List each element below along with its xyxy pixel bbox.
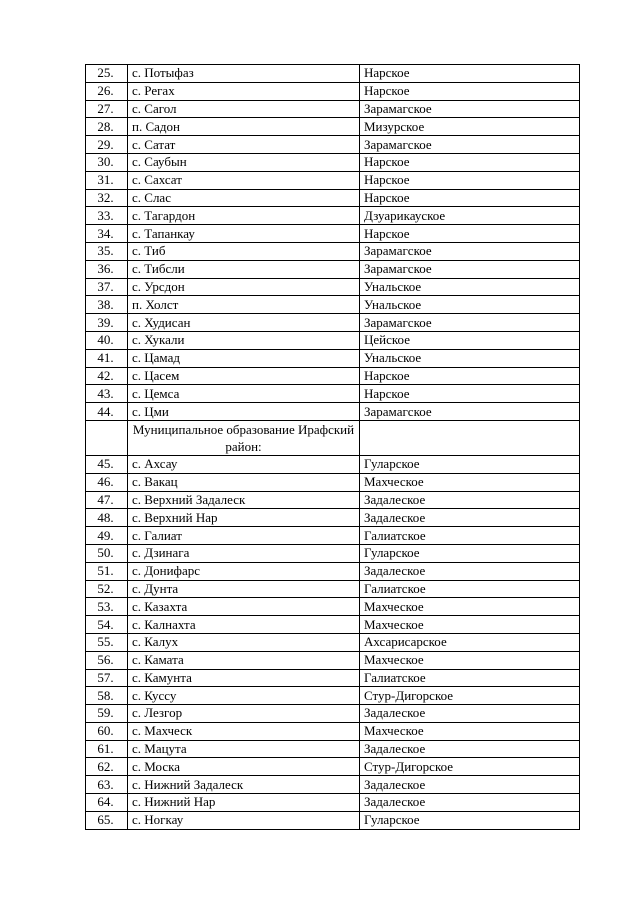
row-number: 36. xyxy=(86,260,128,278)
locality-name: с. Мацута xyxy=(128,740,360,758)
row-number: 44. xyxy=(86,403,128,421)
locality-name: с. Ахсау xyxy=(128,455,360,473)
row-number: 63. xyxy=(86,776,128,794)
settlement-name: Нарское xyxy=(360,153,580,171)
settlement-name: Задалеское xyxy=(360,491,580,509)
row-number: 53. xyxy=(86,598,128,616)
table-row xyxy=(86,331,580,349)
locality-name: с. Цемса xyxy=(128,385,360,403)
table-row xyxy=(86,722,580,740)
settlement-name: Унальское xyxy=(360,349,580,367)
settlement-name: Зарамагское xyxy=(360,242,580,260)
locality-name: с. Камата xyxy=(128,651,360,669)
table-row xyxy=(86,580,580,598)
row-number: 47. xyxy=(86,491,128,509)
settlement-name: Задалеское xyxy=(360,776,580,794)
settlement-name: Нарское xyxy=(360,82,580,100)
settlement-name: Галиатское xyxy=(360,527,580,545)
locality-name: с. Потыфаз xyxy=(128,65,360,83)
table-row xyxy=(86,296,580,314)
table-row xyxy=(86,349,580,367)
table-row xyxy=(86,633,580,651)
locality-name: с. Слас xyxy=(128,189,360,207)
row-number: 41. xyxy=(86,349,128,367)
row-number: 49. xyxy=(86,527,128,545)
row-number: 55. xyxy=(86,633,128,651)
table-row xyxy=(86,527,580,545)
locality-name: с. Тибсли xyxy=(128,260,360,278)
row-number: 59. xyxy=(86,705,128,723)
table-row xyxy=(86,207,580,225)
row-number: 38. xyxy=(86,296,128,314)
section-header-settlement-cell xyxy=(360,420,580,455)
settlement-name: Нарское xyxy=(360,225,580,243)
table-row xyxy=(86,687,580,705)
locality-name: с. Махческ xyxy=(128,722,360,740)
settlement-name: Нарское xyxy=(360,385,580,403)
row-number: 34. xyxy=(86,225,128,243)
locality-name: с. Донифарс xyxy=(128,562,360,580)
table-row xyxy=(86,544,580,562)
table-row xyxy=(86,136,580,154)
table-row xyxy=(86,314,580,332)
table-body-top xyxy=(86,65,580,421)
locality-name: с. Сатат xyxy=(128,136,360,154)
table-row xyxy=(86,100,580,118)
row-number: 28. xyxy=(86,118,128,136)
row-number: 25. xyxy=(86,65,128,83)
locality-name: с. Цамад xyxy=(128,349,360,367)
locality-name: с. Вакац xyxy=(128,473,360,491)
settlement-name: Нарское xyxy=(360,367,580,385)
row-number: 30. xyxy=(86,153,128,171)
settlement-name: Ахсарисарское xyxy=(360,633,580,651)
row-number: 62. xyxy=(86,758,128,776)
table-row xyxy=(86,491,580,509)
settlement-name: Нарское xyxy=(360,65,580,83)
settlement-name: Зарамагское xyxy=(360,403,580,421)
row-number: 43. xyxy=(86,385,128,403)
table-row xyxy=(86,509,580,527)
settlement-name: Махческое xyxy=(360,473,580,491)
row-number: 42. xyxy=(86,367,128,385)
row-number: 31. xyxy=(86,171,128,189)
locality-name: с. Моска xyxy=(128,758,360,776)
settlement-name: Стур-Дигорское xyxy=(360,687,580,705)
settlements-table xyxy=(85,64,580,830)
table-row xyxy=(86,260,580,278)
table-row xyxy=(86,189,580,207)
locality-name: с. Сагол xyxy=(128,100,360,118)
row-number: 32. xyxy=(86,189,128,207)
row-number: 52. xyxy=(86,580,128,598)
locality-name: с. Худисан xyxy=(128,314,360,332)
locality-name: с. Тапанкау xyxy=(128,225,360,243)
row-number: 64. xyxy=(86,794,128,812)
section-heading: Муниципальное образование Ирафский район: xyxy=(128,420,360,455)
table-row xyxy=(86,242,580,260)
locality-name: с. Дзинага xyxy=(128,544,360,562)
settlement-name: Гуларское xyxy=(360,544,580,562)
row-number: 33. xyxy=(86,207,128,225)
locality-name: с. Урсдон xyxy=(128,278,360,296)
section-header-num-cell xyxy=(86,420,128,455)
settlement-name: Цейское xyxy=(360,331,580,349)
table-row xyxy=(86,758,580,776)
settlement-name: Галиатское xyxy=(360,580,580,598)
locality-name: с. Хукали xyxy=(128,331,360,349)
settlement-name: Задалеское xyxy=(360,740,580,758)
table-row xyxy=(86,598,580,616)
locality-name: с. Саубын xyxy=(128,153,360,171)
table-row xyxy=(86,367,580,385)
settlement-name: Нарское xyxy=(360,171,580,189)
settlement-name: Зарамагское xyxy=(360,100,580,118)
row-number: 56. xyxy=(86,651,128,669)
settlement-name: Унальское xyxy=(360,278,580,296)
settlement-name: Гуларское xyxy=(360,811,580,829)
settlement-name: Стур-Дигорское xyxy=(360,758,580,776)
settlement-name: Задалеское xyxy=(360,705,580,723)
settlement-name: Махческое xyxy=(360,616,580,634)
row-number: 51. xyxy=(86,562,128,580)
table-body-bottom xyxy=(86,455,580,829)
table-row xyxy=(86,153,580,171)
settlement-name: Махческое xyxy=(360,651,580,669)
locality-name: с. Ногкау xyxy=(128,811,360,829)
locality-name: с. Калнахта xyxy=(128,616,360,634)
locality-name: с. Галиат xyxy=(128,527,360,545)
table-row xyxy=(86,403,580,421)
row-number: 50. xyxy=(86,544,128,562)
locality-name: с. Тагардон xyxy=(128,207,360,225)
settlement-name: Галиатское xyxy=(360,669,580,687)
locality-name: с. Цми xyxy=(128,403,360,421)
table-row xyxy=(86,740,580,758)
table-row xyxy=(86,82,580,100)
table-row xyxy=(86,705,580,723)
locality-name: п. Холст xyxy=(128,296,360,314)
locality-name: с. Калух xyxy=(128,633,360,651)
row-number: 40. xyxy=(86,331,128,349)
table-row xyxy=(86,794,580,812)
settlement-name: Задалеское xyxy=(360,794,580,812)
settlement-name: Махческое xyxy=(360,598,580,616)
row-number: 35. xyxy=(86,242,128,260)
table-row xyxy=(86,616,580,634)
locality-name: с. Верхний Задалеск xyxy=(128,491,360,509)
locality-name: с. Дунта xyxy=(128,580,360,598)
table-row xyxy=(86,65,580,83)
table-row xyxy=(86,171,580,189)
locality-name: с. Верхний Нар xyxy=(128,509,360,527)
settlement-name: Гуларское xyxy=(360,455,580,473)
table-row xyxy=(86,473,580,491)
table-row xyxy=(86,455,580,473)
settlement-name: Зарамагское xyxy=(360,314,580,332)
settlement-name: Нарское xyxy=(360,189,580,207)
table-row xyxy=(86,669,580,687)
row-number: 26. xyxy=(86,82,128,100)
locality-name: с. Казахта xyxy=(128,598,360,616)
locality-name: с. Тиб xyxy=(128,242,360,260)
row-number: 27. xyxy=(86,100,128,118)
row-number: 48. xyxy=(86,509,128,527)
settlement-name: Дзуарикауское xyxy=(360,207,580,225)
locality-name: п. Садон xyxy=(128,118,360,136)
settlement-name: Задалеское xyxy=(360,509,580,527)
settlement-name: Зарамагское xyxy=(360,136,580,154)
settlement-name: Унальское xyxy=(360,296,580,314)
table-row xyxy=(86,811,580,829)
locality-name: с. Сахсат xyxy=(128,171,360,189)
locality-name: с. Куссу xyxy=(128,687,360,705)
row-number: 60. xyxy=(86,722,128,740)
table-row xyxy=(86,562,580,580)
row-number: 37. xyxy=(86,278,128,296)
row-number: 45. xyxy=(86,455,128,473)
settlement-name: Мизурское xyxy=(360,118,580,136)
table-row xyxy=(86,225,580,243)
row-number: 61. xyxy=(86,740,128,758)
settlement-name: Задалеское xyxy=(360,562,580,580)
table-row xyxy=(86,651,580,669)
locality-name: с. Лезгор xyxy=(128,705,360,723)
table-row xyxy=(86,118,580,136)
row-number: 65. xyxy=(86,811,128,829)
section-header xyxy=(86,420,580,455)
settlement-name: Махческое xyxy=(360,722,580,740)
table-row xyxy=(86,385,580,403)
locality-name: с. Камунта xyxy=(128,669,360,687)
row-number: 54. xyxy=(86,616,128,634)
row-number: 58. xyxy=(86,687,128,705)
locality-name: с. Нижний Нар xyxy=(128,794,360,812)
row-number: 46. xyxy=(86,473,128,491)
locality-name: с. Нижний Задалеск xyxy=(128,776,360,794)
row-number: 39. xyxy=(86,314,128,332)
table-row xyxy=(86,776,580,794)
row-number: 57. xyxy=(86,669,128,687)
section-header-row xyxy=(86,420,580,455)
row-number: 29. xyxy=(86,136,128,154)
settlement-name: Зарамагское xyxy=(360,260,580,278)
locality-name: с. Цасем xyxy=(128,367,360,385)
locality-name: с. Регах xyxy=(128,82,360,100)
table-row xyxy=(86,278,580,296)
